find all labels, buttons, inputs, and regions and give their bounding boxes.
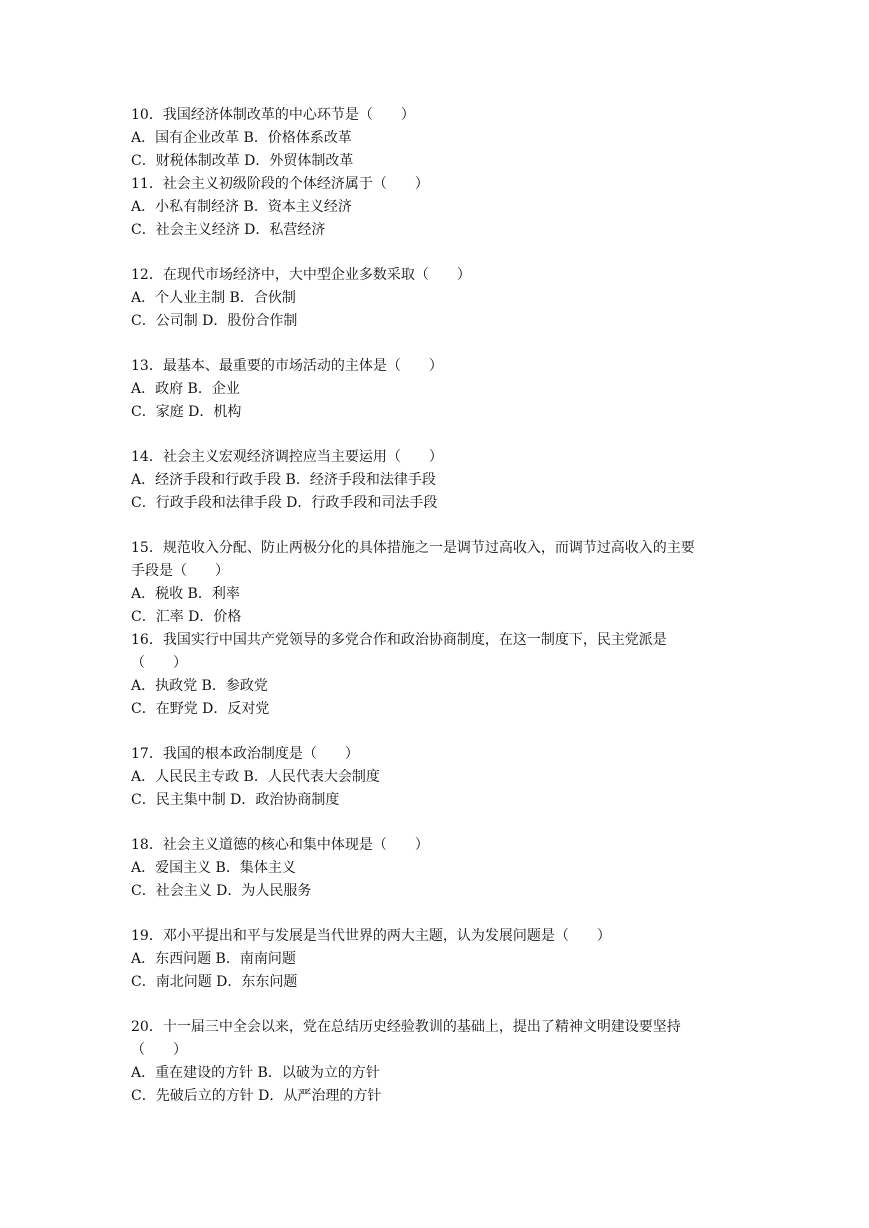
- question-list: [131, 104, 741, 1108]
- question-stem: 14．社会主义宏观经济调控应当主要运用（ ）: [131, 449, 443, 465]
- question-stem: 15．规范收入分配、防止两极分化的具体措施之一是调节过高收入，而调节过高收入的主要: [131, 540, 695, 556]
- question-stem: 18．社会主义道德的核心和集中体现是（ ）: [131, 837, 429, 853]
- question-option-line: C．行政手段和法律手段 D．行政手段和司法手段: [131, 495, 438, 511]
- question-option-line: C．财税体制改革 D．外贸体制改革: [131, 153, 354, 169]
- question-10: [131, 104, 741, 173]
- question-option-line: C．家庭 D．机构: [131, 404, 242, 420]
- question-20: [131, 1016, 741, 1108]
- question-stem-continuation: （ ）: [131, 1042, 187, 1058]
- question-14: [131, 446, 741, 515]
- question-stem: 10．我国经济体制改革的中心环节是（ ）: [131, 107, 415, 123]
- question-option-line: A．政府 B．企业: [131, 381, 240, 397]
- question-stem: 12．在现代市场经济中，大中型企业多数采取（ ）: [131, 267, 471, 283]
- question-option-line: C．社会主义经济 D．私营经济: [131, 222, 326, 238]
- question-18: [131, 834, 741, 903]
- question-17: [131, 743, 741, 812]
- question-option-line: A．人民民主专政 B．人民代表大会制度: [131, 769, 380, 785]
- question-stem: 11．社会主义初级阶段的个体经济属于（ ）: [131, 176, 429, 192]
- question-stem: 16．我国实行中国共产党领导的多党合作和政治协商制度，在这一制度下，民主党派是: [131, 632, 667, 648]
- question-13: [131, 355, 741, 424]
- question-15: [131, 537, 741, 629]
- question-option-line: C．民主集中制 D．政治协商制度: [131, 792, 340, 808]
- question-19: [131, 925, 741, 994]
- question-option-line: C．在野党 D．反对党: [131, 701, 270, 717]
- question-stem: 20．十一届三中全会以来，党在总结历史经验教训的基础上，提出了精神文明建设要坚持: [131, 1019, 681, 1035]
- question-option-line: A．重在建设的方针 B．以破为立的方针: [131, 1065, 380, 1081]
- question-option-line: A．东西问题 B．南南问题: [131, 951, 296, 967]
- question-option-line: A．小私有制经济 B．资本主义经济: [131, 199, 352, 215]
- question-option-line: C．先破后立的方针 D．从严治理的方针: [131, 1088, 382, 1104]
- question-stem-continuation: （ ）: [131, 655, 187, 671]
- question-option-line: C．南北问题 D．东东问题: [131, 974, 298, 990]
- question-stem-continuation: 手段是（ ）: [131, 563, 229, 579]
- question-12: [131, 264, 741, 333]
- question-16: [131, 629, 741, 721]
- question-option-line: C．公司制 D．股份合作制: [131, 313, 298, 329]
- question-option-line: A．爱国主义 B．集体主义: [131, 860, 296, 876]
- question-option-line: A．经济手段和行政手段 B．经济手段和法律手段: [131, 472, 436, 488]
- question-option-line: A．执政党 B．参政党: [131, 678, 268, 694]
- question-stem: 19．邓小平提出和平与发展是当代世界的两大主题，认为发展问题是（ ）: [131, 928, 611, 944]
- question-option-line: A．国有企业改革 B．价格体系改革: [131, 130, 352, 146]
- question-11: [131, 173, 741, 242]
- question-option-line: C．社会主义 D．为人民服务: [131, 883, 312, 899]
- question-option-line: A．税收 B．利率: [131, 586, 240, 602]
- question-option-line: A．个人业主制 B．合伙制: [131, 290, 296, 306]
- question-stem: 13．最基本、最重要的市场活动的主体是（ ）: [131, 358, 443, 374]
- question-stem: 17．我国的根本政治制度是（ ）: [131, 746, 359, 762]
- question-option-line: C．汇率 D．价格: [131, 609, 242, 625]
